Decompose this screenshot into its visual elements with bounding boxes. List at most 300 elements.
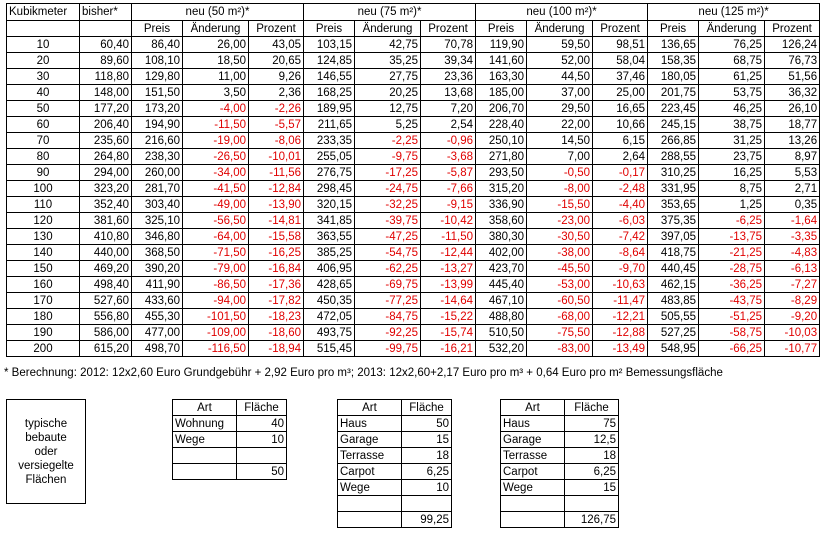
area-table-100 [500,399,619,528]
value-cell: -116,50 [183,341,249,357]
value-cell: -9,20 [765,309,820,325]
area-table-row [173,464,287,480]
value-cell: -4,00 [183,101,249,117]
value-cell: 266,85 [648,133,699,149]
value-cell: 303,40 [132,197,183,213]
value-cell: 615,20 [80,341,132,357]
value-cell: 39,34 [421,53,476,69]
area-cell: 15 [565,480,619,496]
value-cell: -13,49 [593,341,648,357]
value-cell: 325,10 [132,213,183,229]
value-cell: -10,01 [249,149,304,165]
value-cell: 52,00 [527,53,593,69]
value-cell: 60,40 [80,37,132,53]
header-row-sub [7,21,820,37]
value-cell: -11,50 [183,117,249,133]
volume-cell: 180 [7,309,80,325]
value-cell: 13,26 [765,133,820,149]
value-cell: -7,66 [421,181,476,197]
value-cell: -101,50 [183,309,249,325]
value-cell: 118,80 [80,69,132,85]
type-cell [338,496,402,512]
value-cell: 25,00 [593,85,648,101]
volume-cell: 90 [7,165,80,181]
table-row [7,37,820,53]
value-cell: 8,97 [765,149,820,165]
value-cell: 320,15 [304,197,355,213]
value-cell: -64,00 [183,229,249,245]
type-cell: Wege [338,480,402,496]
value-cell: -66,25 [699,341,765,357]
value-cell: 59,50 [527,37,593,53]
value-cell: 527,60 [80,293,132,309]
table-row [7,181,820,197]
value-cell: 3,50 [183,85,249,101]
value-cell: -16,21 [421,341,476,357]
value-cell: 18,77 [765,117,820,133]
value-cell: 11,00 [183,69,249,85]
value-cell: 44,50 [527,69,593,85]
value-cell: -8,06 [249,133,304,149]
value-cell: -11,56 [249,165,304,181]
area-table-header [173,400,287,416]
table-row [7,293,820,309]
volume-cell: 60 [7,117,80,133]
value-cell: 23,75 [699,149,765,165]
value-cell: 16,25 [699,165,765,181]
value-cell: 29,50 [527,101,593,117]
value-cell: 14,50 [527,133,593,149]
value-cell: 483,85 [648,293,699,309]
volume-cell: 100 [7,181,80,197]
volume-cell: 190 [7,325,80,341]
footnote: * Berechnung: 2012: 12x2,60 Euro Grundgebühr + 2,92 Euro pro m³; 2013: 12x2,60+2,17 Euro pro m³ + 0,64 Euro pro m² Bemessungsfläche [4,367,723,379]
value-cell: 368,50 [132,245,183,261]
table-row [7,149,820,165]
value-cell: 136,65 [648,37,699,53]
value-cell: -23,00 [527,213,593,229]
value-cell: 151,50 [132,85,183,101]
value-cell: 352,40 [80,197,132,213]
value-cell: -15,74 [421,325,476,341]
value-cell: 385,25 [304,245,355,261]
value-cell: -7,27 [765,277,820,293]
value-cell: -10,42 [421,213,476,229]
type-cell: Terrasse [338,448,402,464]
value-cell: -10,63 [593,277,648,293]
value-cell: -53,00 [527,277,593,293]
area-cell: 50 [402,416,452,432]
area-header: Fläche [402,400,452,416]
value-cell: -6,03 [593,213,648,229]
volume-cell: 80 [7,149,80,165]
value-cell: 228,40 [476,117,527,133]
table-row [7,341,820,357]
blank-header-cell [7,21,80,37]
value-cell: 8,75 [699,181,765,197]
table-row [7,245,820,261]
value-cell: -11,47 [593,293,648,309]
value-cell: 43,05 [249,37,304,53]
table-row [7,133,820,149]
area-cell [402,496,452,512]
area-header: Fläche [237,400,287,416]
value-cell: 381,60 [80,213,132,229]
value-cell: 510,50 [476,325,527,341]
value-cell: 173,20 [132,101,183,117]
value-cell: 108,10 [132,53,183,69]
value-cell: -18,60 [249,325,304,341]
value-cell: 276,75 [304,165,355,181]
area-cell: 6,25 [565,464,619,480]
value-cell: 397,05 [648,229,699,245]
value-cell: 51,56 [765,69,820,85]
value-cell: -8,29 [765,293,820,309]
value-cell: -8,00 [527,181,593,197]
type-header: Art [338,400,402,416]
value-cell: -7,42 [593,229,648,245]
value-cell: -43,75 [699,293,765,309]
value-cell: 336,90 [476,197,527,213]
value-cell: 9,26 [249,69,304,85]
type-cell: Haus [338,416,402,432]
value-cell: 10,66 [593,117,648,133]
change-header: Änderung [527,21,593,37]
value-cell: 5,53 [765,165,820,181]
value-cell: -39,75 [355,213,421,229]
value-cell: 477,00 [132,325,183,341]
value-cell: 177,20 [80,101,132,117]
percent-header: Prozent [421,21,476,37]
value-cell: 2,36 [249,85,304,101]
value-cell: -12,84 [249,181,304,197]
type-cell [338,512,402,528]
value-cell: 5,25 [355,117,421,133]
area-table-row [338,496,452,512]
table-row [7,69,820,85]
value-cell: 185,00 [476,85,527,101]
area-cell: 18 [402,448,452,464]
table-row [7,325,820,341]
area-table-row [501,512,619,528]
value-cell: 141,60 [476,53,527,69]
percent-header: Prozent [249,21,304,37]
value-cell: 7,00 [527,149,593,165]
value-cell: 532,20 [476,341,527,357]
value-cell: 7,20 [421,101,476,117]
area-table-row [501,480,619,496]
value-cell: 445,40 [476,277,527,293]
area-table-row [173,448,287,464]
value-cell: 380,30 [476,229,527,245]
value-cell: 390,20 [132,261,183,277]
area-table-row [173,416,287,432]
value-cell: 293,50 [476,165,527,181]
value-cell: 89,60 [80,53,132,69]
fee-comparison-table [6,3,820,357]
area-table-row [501,464,619,480]
header-row-groups [7,4,820,21]
area-cell: 6,25 [402,464,452,480]
area-cell: 75 [565,416,619,432]
value-cell: 323,20 [80,181,132,197]
area-cell: 10 [237,432,287,448]
value-cell: -17,25 [355,165,421,181]
value-cell: -109,00 [183,325,249,341]
value-cell: 206,70 [476,101,527,117]
value-cell: 42,75 [355,37,421,53]
volume-cell: 30 [7,69,80,85]
type-cell [173,448,237,464]
volume-cell: 50 [7,101,80,117]
type-cell: Terrasse [501,448,565,464]
value-cell: -2,48 [593,181,648,197]
value-cell: -13,90 [249,197,304,213]
value-cell: 35,25 [355,53,421,69]
table-row [7,309,820,325]
volume-cell: 110 [7,197,80,213]
area-cell: 50 [237,464,287,480]
value-cell: 235,60 [80,133,132,149]
value-cell: -3,35 [765,229,820,245]
volume-cell: 10 [7,37,80,53]
type-cell: Wohnung [173,416,237,432]
value-cell: -99,75 [355,341,421,357]
type-header: Art [501,400,565,416]
volume-cell: 170 [7,293,80,309]
value-cell: 346,80 [132,229,183,245]
volume-cell: 20 [7,53,80,69]
value-cell: 238,30 [132,149,183,165]
table-row [7,277,820,293]
value-cell: -62,25 [355,261,421,277]
area-table-row [501,496,619,512]
value-cell: -92,25 [355,325,421,341]
value-cell: -15,22 [421,309,476,325]
value-cell: 16,65 [593,101,648,117]
value-cell: 450,35 [304,293,355,309]
value-cell: -12,44 [421,245,476,261]
area-header: Fläche [565,400,619,416]
price-header: Preis [648,21,699,37]
value-cell: 515,45 [304,341,355,357]
type-cell: Garage [338,432,402,448]
group-header-125: neu (125 m²)* [648,4,820,21]
value-cell: -83,00 [527,341,593,357]
value-cell: -56,50 [183,213,249,229]
value-cell: -9,70 [593,261,648,277]
value-cell: -21,25 [699,245,765,261]
area-table-row [501,448,619,464]
area-table-75 [337,399,452,528]
value-cell: 194,90 [132,117,183,133]
value-cell: 86,40 [132,37,183,53]
value-cell: -28,75 [699,261,765,277]
typical-label-line: bebaute [25,431,67,444]
table-row [7,261,820,277]
typical-label-line: Flächen [25,473,67,486]
value-cell: 53,75 [699,85,765,101]
value-cell: -84,75 [355,309,421,325]
table-body [7,37,820,357]
price-header: Preis [476,21,527,37]
value-cell: -58,75 [699,325,765,341]
table-row [7,213,820,229]
volume-cell: 40 [7,85,80,101]
value-cell: 26,00 [183,37,249,53]
value-cell: -30,50 [527,229,593,245]
group-header-50: neu (50 m²)* [132,4,304,21]
value-cell: 158,35 [648,53,699,69]
value-cell: -18,23 [249,309,304,325]
value-cell: 264,80 [80,149,132,165]
value-cell: -14,81 [249,213,304,229]
value-cell: 68,75 [699,53,765,69]
value-cell: 411,90 [132,277,183,293]
area-table-row [501,416,619,432]
value-cell: 13,68 [421,85,476,101]
table-row [7,197,820,213]
value-cell: 36,32 [765,85,820,101]
value-cell: 423,70 [476,261,527,277]
value-cell: -12,88 [593,325,648,341]
value-cell: 586,00 [80,325,132,341]
value-cell: 548,95 [648,341,699,357]
value-cell: -94,00 [183,293,249,309]
value-cell: -34,00 [183,165,249,181]
value-cell: -41,50 [183,181,249,197]
volume-header: Kubikmeter [7,4,80,21]
value-cell: 488,80 [476,309,527,325]
table-row [7,85,820,101]
change-header: Änderung [183,21,249,37]
value-cell: 410,80 [80,229,132,245]
value-cell: -4,40 [593,197,648,213]
value-cell: 462,15 [648,277,699,293]
value-cell: 294,00 [80,165,132,181]
value-cell: 467,10 [476,293,527,309]
value-cell: 281,70 [132,181,183,197]
value-cell: 211,65 [304,117,355,133]
volume-cell: 160 [7,277,80,293]
value-cell: 440,45 [648,261,699,277]
value-cell: 148,00 [80,85,132,101]
type-cell: Wege [501,480,565,496]
value-cell: -75,50 [527,325,593,341]
typical-label-line: versiegelte [18,459,74,472]
value-cell: -51,25 [699,309,765,325]
area-cell [565,496,619,512]
value-cell: -8,64 [593,245,648,261]
value-cell: 38,75 [699,117,765,133]
value-cell: -38,00 [527,245,593,261]
value-cell: -0,96 [421,133,476,149]
value-cell: 433,60 [132,293,183,309]
previous-header: bisher* [80,4,132,21]
value-cell: 331,95 [648,181,699,197]
volume-cell: 70 [7,133,80,149]
value-cell: 315,20 [476,181,527,197]
table-row [7,53,820,69]
value-cell: -15,58 [249,229,304,245]
value-cell: 37,00 [527,85,593,101]
value-cell: -4,83 [765,245,820,261]
value-cell: 46,25 [699,101,765,117]
value-cell: 505,55 [648,309,699,325]
value-cell: 402,00 [476,245,527,261]
area-table-row [338,512,452,528]
type-cell: Carpot [501,464,565,480]
value-cell: 418,75 [648,245,699,261]
type-cell: Garage [501,432,565,448]
percent-header: Prozent [593,21,648,37]
value-cell: -15,50 [527,197,593,213]
typical-label-line: oder [34,445,58,458]
value-cell: -54,75 [355,245,421,261]
value-cell: 2,64 [593,149,648,165]
type-cell [501,496,565,512]
type-cell [501,512,565,528]
area-cell: 40 [237,416,287,432]
percent-header: Prozent [765,21,820,37]
value-cell: 428,65 [304,277,355,293]
value-cell: 255,05 [304,149,355,165]
volume-cell: 150 [7,261,80,277]
value-cell: 103,15 [304,37,355,53]
area-cell: 126,75 [565,512,619,528]
value-cell: 498,40 [80,277,132,293]
change-header: Änderung [699,21,765,37]
value-cell: 98,51 [593,37,648,53]
value-cell: 126,24 [765,37,820,53]
value-cell: 493,75 [304,325,355,341]
value-cell: 31,25 [699,133,765,149]
value-cell: 119,90 [476,37,527,53]
value-cell: -68,00 [527,309,593,325]
value-cell: -0,17 [593,165,648,181]
value-cell: -9,15 [421,197,476,213]
volume-cell: 120 [7,213,80,229]
area-table-row [338,432,452,448]
value-cell: -13,99 [421,277,476,293]
value-cell: 189,95 [304,101,355,117]
area-table-row [338,416,452,432]
value-cell: -6,13 [765,261,820,277]
value-cell: 20,25 [355,85,421,101]
value-cell: 163,30 [476,69,527,85]
value-cell: 455,30 [132,309,183,325]
value-cell: 206,40 [80,117,132,133]
type-cell: Haus [501,416,565,432]
volume-cell: 130 [7,229,80,245]
value-cell: 37,46 [593,69,648,85]
value-cell: 358,60 [476,213,527,229]
type-header: Art [173,400,237,416]
value-cell: 76,73 [765,53,820,69]
area-table-row [338,448,452,464]
typical-label-line: typische [24,417,68,430]
value-cell: 216,60 [132,133,183,149]
value-cell: 22,00 [527,117,593,133]
value-cell: 0,35 [765,197,820,213]
area-cell [237,448,287,464]
value-cell: -2,25 [355,133,421,149]
value-cell: 168,25 [304,85,355,101]
value-cell: -47,25 [355,229,421,245]
group-header-75: neu (75 m²)* [304,4,476,21]
value-cell: -2,26 [249,101,304,117]
value-cell: 556,80 [80,309,132,325]
